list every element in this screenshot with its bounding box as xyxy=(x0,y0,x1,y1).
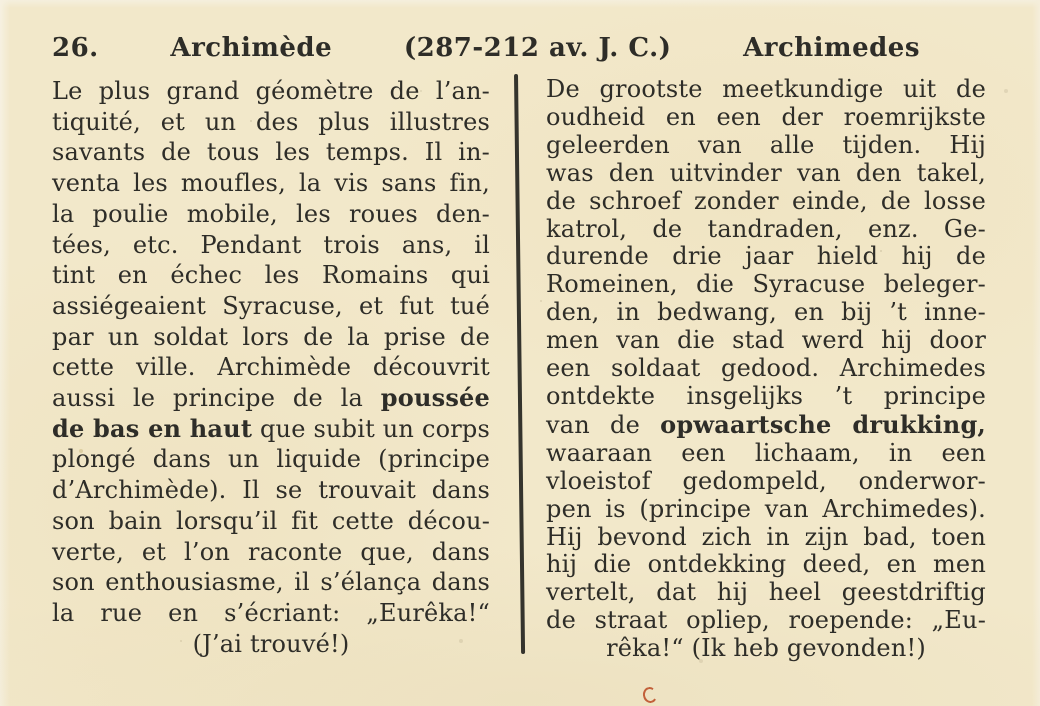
title-dutch: Archimedes xyxy=(743,33,920,63)
text-line: pen is (principe van Archimedes). xyxy=(546,494,986,523)
text-line: katrol, de tandraden, enz. Ge- xyxy=(546,214,986,243)
text-line: geleerden van alle tijden. Hij xyxy=(546,130,986,159)
text-line: la poulie mobile, les roues den- xyxy=(52,199,490,228)
text-line: son bain lorsqu’il fit cette décou- xyxy=(52,506,490,535)
text-line: een soldaat gedood. Archimedes xyxy=(546,354,986,383)
text-line: tint en échec les Romains qui xyxy=(52,261,490,290)
text-line: de straat opliep, roepende: „Eu- xyxy=(546,606,986,635)
dutch-column xyxy=(546,76,986,663)
stray-pen-mark xyxy=(641,686,658,705)
text-line: par un soldat lors de la prise de xyxy=(52,322,490,351)
column-divider-rule xyxy=(514,74,525,654)
dutch-closing-line: rêka!“ (Ik heb gevonden!) xyxy=(606,634,926,663)
paper-specks xyxy=(0,0,2,2)
title-french: Archimède xyxy=(170,33,333,63)
french-text-lines xyxy=(52,76,490,629)
entry-number: 26. xyxy=(52,33,99,63)
text-line: verte, et l’on raconte que, dans xyxy=(52,537,490,566)
text-line: de bas en haut que subit un corps xyxy=(52,413,490,443)
text-line: vloeistof gedompeld, onderwor- xyxy=(546,466,986,495)
text-line: Le plus grand géomètre de l’an- xyxy=(52,77,490,105)
text-line: son enthousiasme, il s’élança dans xyxy=(52,568,490,597)
text-line: cette ville. Archimède découvrit xyxy=(52,353,490,382)
text-line: tiquité, et un des plus illustres xyxy=(52,107,490,136)
text-line: Romeinen, die Syracuse beleger- xyxy=(546,270,986,299)
dutch-text-lines xyxy=(546,76,986,635)
card-header xyxy=(52,33,920,63)
text-line: oudheid en een der roemrijkste xyxy=(546,102,986,131)
text-line: assiégeaient Syracuse, et fut tué xyxy=(52,291,490,320)
text-line: venta les moufles, la vis sans fin, xyxy=(52,169,490,198)
text-line: waaraan een lichaam, in een xyxy=(546,438,986,467)
text-line: savants de tous les temps. Il in- xyxy=(52,138,490,167)
text-line: tées, etc. Pendant trois ans, il xyxy=(52,230,490,259)
text-line: de schroef zonder einde, de losse xyxy=(546,186,986,215)
text-line: la rue en s’écriant: „Eurêka!“ xyxy=(52,598,490,627)
text-line: ontdekte insgelijks ’t principe xyxy=(546,381,986,410)
text-line: vertelt, dat hij heel geestdriftig xyxy=(546,578,986,607)
lifespan-dates: (287-212 av. J. C.) xyxy=(403,33,672,63)
text-line: De grootste meetkundige uit de xyxy=(546,75,986,103)
french-column xyxy=(52,76,490,659)
text-line: hij die ontdekking deed, en men xyxy=(546,550,986,579)
french-closing-line: (J’ai trouvé!) xyxy=(192,629,350,658)
text-line: Hij bevond zich in zijn bad, toen xyxy=(546,522,986,551)
text-line: d’Archimède). Il se trouvait dans xyxy=(52,476,490,505)
text-line: plongé dans un liquide (principe xyxy=(52,445,490,474)
text-line: van de opwaartsche drukking, xyxy=(546,409,986,439)
text-line: durende drie jaar hield hij de xyxy=(546,242,986,271)
text-line: was den uitvinder van den takel, xyxy=(546,158,986,187)
text-line: den, in bedwang, en bij ’t inne- xyxy=(546,298,986,327)
text-line: aussi le principe de la poussée xyxy=(52,383,490,413)
text-line: men van die stad werd hij door xyxy=(546,326,986,355)
